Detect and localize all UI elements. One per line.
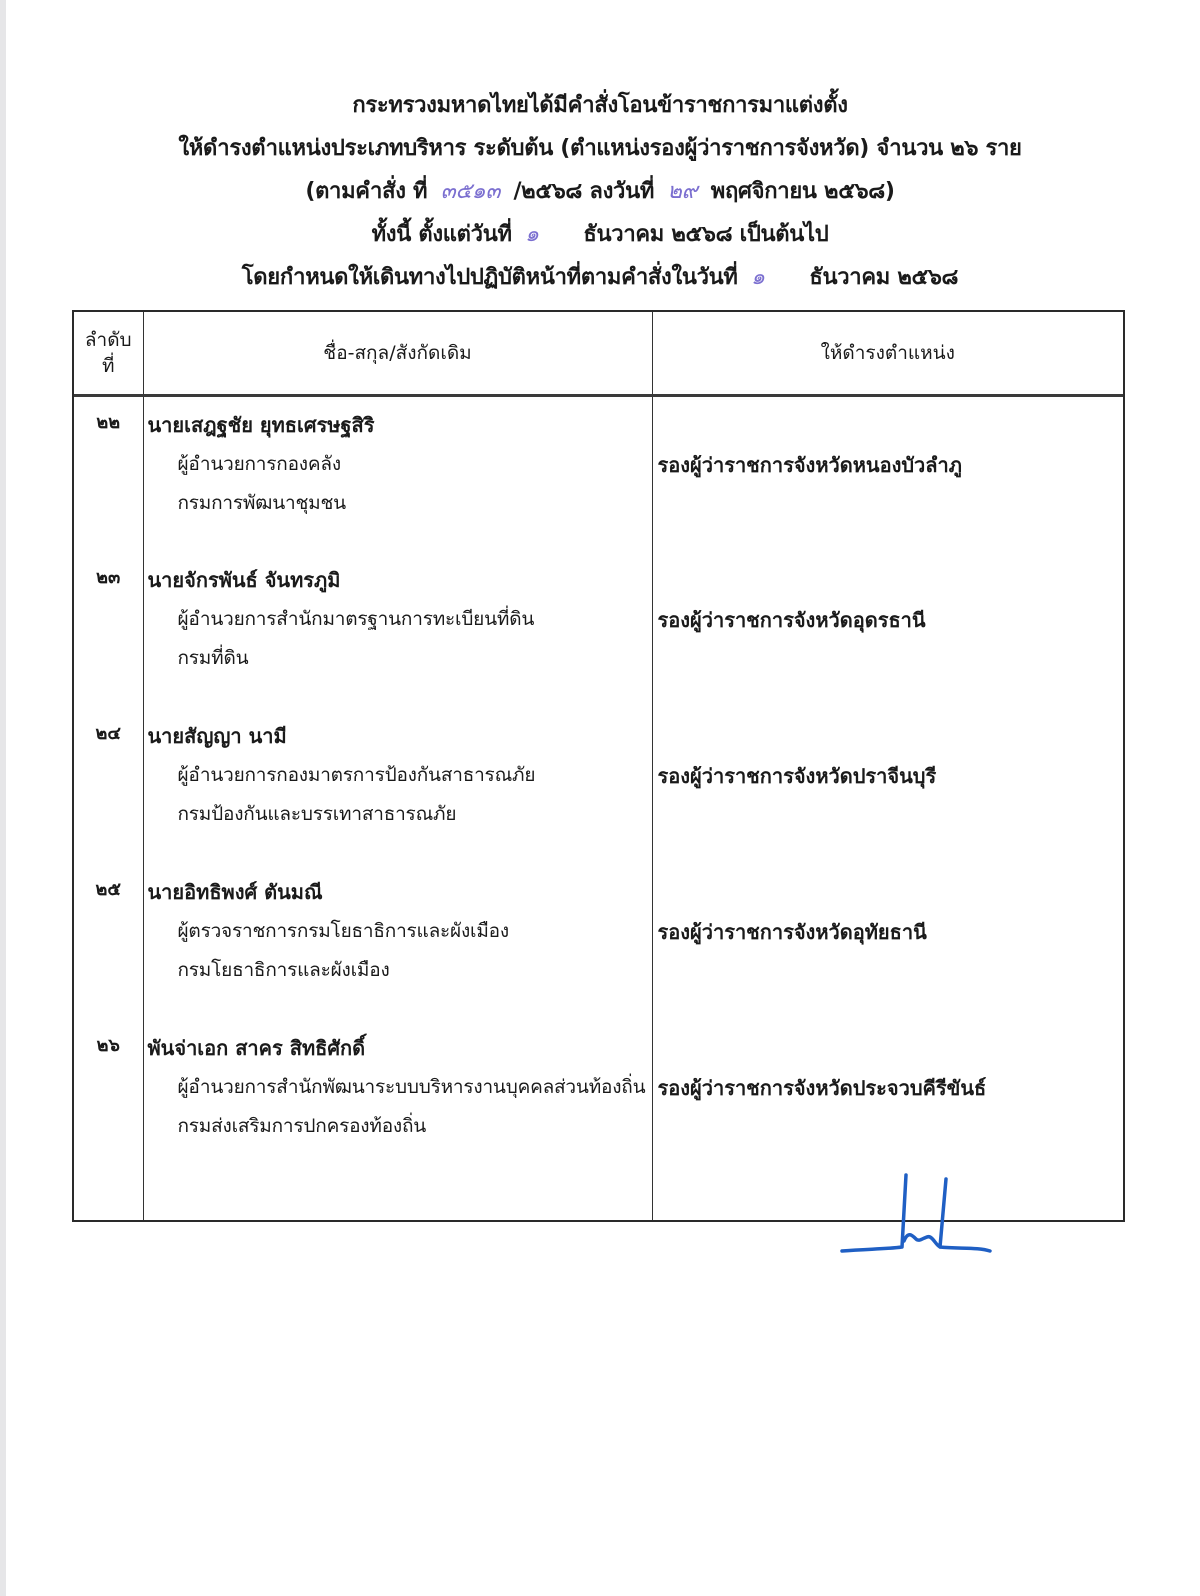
new-position: รองผู้ว่าราชการจังหวัดอุทัยธานี (657, 919, 927, 944)
position-cell (652, 396, 1123, 552)
new-position: รองผู้ว่าราชการจังหวัดปราจีนบุรี (657, 763, 937, 788)
row-number: ๒๒ (74, 396, 143, 552)
heading-line-1: กระทรวงมหาดไทยได้มีคำสั่งโอนข้าราชการมาแต่งตั้ง (352, 93, 848, 118)
header-sequence-line2: ที่ (101, 355, 115, 377)
name-cell (143, 396, 652, 552)
row-number: ๒๖ (74, 1020, 143, 1221)
row-number: ๒๕ (74, 864, 143, 1020)
heading-line-3 (0, 170, 1200, 213)
header-sequence-line1: ลำดับ (84, 329, 132, 351)
old-department: กรมป้องกันและบรรเทาสาธารณภัย (177, 802, 457, 825)
document-heading (0, 84, 1200, 299)
old-department: กรมโยธาธิการและผังเมือง (177, 958, 390, 981)
order-day-handwritten: ๒๙ (667, 179, 698, 204)
new-position: รองผู้ว่าราชการจังหวัดประจวบคีรีขันธ์ (657, 1075, 987, 1100)
old-department: กรมส่งเสริมการปกครองท้องถิ่น (177, 1114, 427, 1137)
name-cell (143, 1020, 652, 1221)
travel-suffix: ธันวาคม ๒๕๖๘ (809, 265, 959, 290)
order-ref-suffix: พฤศจิกายน ๒๕๖๘) (710, 179, 895, 204)
name-cell (143, 864, 652, 1020)
heading-line-5 (0, 256, 1200, 299)
old-position: ผู้อำนวยการกองมาตรการป้องกันสาธารณภัย (177, 763, 536, 786)
name-cell (143, 552, 652, 708)
heading-line-2: ให้ดำรงตำแหน่งประเภทบริหาร ระดับต้น (ตำแหน่งรองผู้ว่าราชการจังหวัด) จำนวน ๒๖ ราย (178, 136, 1022, 161)
header-sequence (74, 312, 143, 396)
table-row (74, 552, 1123, 708)
old-department: กรมที่ดิน (177, 646, 249, 669)
person-name: นายสัญญา นามี (147, 723, 287, 748)
effective-suffix: ธันวาคม ๒๕๖๘ เป็นต้นไป (583, 222, 829, 247)
table-header-row (74, 312, 1123, 396)
signature-icon (838, 1165, 998, 1265)
person-name: นายเสฎฐชัย ยุทธเศรษฐสิริ (147, 413, 375, 437)
table-row (74, 396, 1123, 552)
name-cell (143, 708, 652, 864)
old-department: กรมการพัฒนาชุมชน (177, 492, 346, 514)
effective-prefix: ทั้งนี้ ตั้งแต่วันที่ (371, 222, 512, 247)
travel-prefix: โดยกำหนดให้เดินทางไปปฏิบัติหน้าที่ตามคำสั่งในวันที่ (241, 265, 738, 290)
table-row (74, 864, 1123, 1020)
row-number: ๒๓ (74, 552, 143, 708)
new-position: รองผู้ว่าราชการจังหวัดอุดรธานี (657, 607, 926, 632)
person-name: นายอิทธิพงศ์ ตันมณี (147, 879, 323, 904)
header-name: ชื่อ-สกุล/สังกัดเดิม (143, 312, 652, 396)
order-number-handwritten: ๓๕๑๓ (440, 179, 501, 204)
table-row (74, 708, 1123, 864)
position-cell (652, 864, 1123, 1020)
old-position: ผู้ตรวจราชการกรมโยธาธิการและผังเมือง (177, 919, 509, 942)
old-position: ผู้อำนวยการสำนักมาตรฐานการทะเบียนที่ดิน (177, 607, 535, 630)
travel-day-handwritten: ๑ (750, 265, 765, 290)
row-number: ๒๔ (74, 708, 143, 864)
effective-day-handwritten: ๑ (525, 222, 539, 247)
appointment-table (72, 310, 1125, 1222)
order-ref-prefix: (ตามคำสั่ง ที่ (305, 179, 428, 204)
new-position: รองผู้ว่าราชการจังหวัดหนองบัวลำภู (657, 453, 962, 477)
order-ref-mid: /๒๕๖๘ ลงวันที่ (513, 179, 655, 204)
old-position: ผู้อำนวยการกองคลัง (177, 453, 341, 475)
position-cell (652, 552, 1123, 708)
person-name: นายจักรพันธ์ จันทรภูมิ (147, 567, 341, 592)
person-name: พันจ่าเอก สาคร สิทธิศักดิ์ (147, 1035, 366, 1060)
heading-line-4 (0, 213, 1200, 256)
old-position: ผู้อำนวยการสำนักพัฒนาระบบบริหารงานบุคคลส่วนท้องถิ่น (177, 1075, 646, 1098)
header-position: ให้ดำรงตำแหน่ง (652, 312, 1123, 396)
position-cell (652, 708, 1123, 864)
